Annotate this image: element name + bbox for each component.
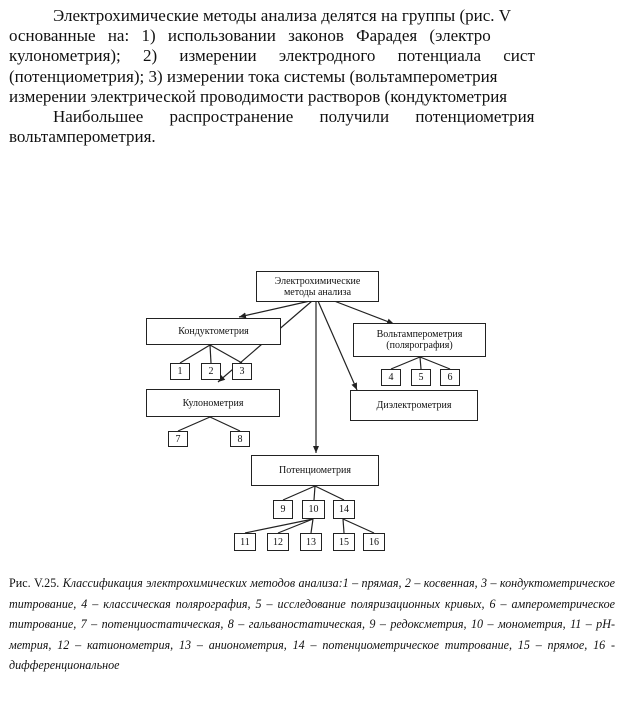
- para1-line1: Электрохимические методы анализа делятся на группы (рис. V: [53, 6, 512, 25]
- arrow-to-dielectrometry: [318, 301, 357, 390]
- num-11: 11: [240, 536, 250, 548]
- num-6-box: [440, 369, 460, 386]
- num-2: 2: [208, 366, 214, 377]
- num-9: 9: [280, 504, 286, 515]
- caption-lead: Рис. V.25.: [9, 576, 60, 590]
- arrow-to-conductometry: [239, 301, 310, 317]
- caption-text: Классификация электрохимических методов анализа:1 – прямая, 2 – косвенная, 3 – кондуктометрическое титрование, 4 – классическая полярография, 5 – исследование поляризационных кривых, 6 – амперометрическое титрование, 7 – потенциостатическая, 8 – гальваностатическая, 9 – редоксметрия, 10 – монометрия, 11 – pH-метрия, 12 – катионометрия, 13 – анионометрия, 14 – потенциометрическое титрование, 15 – прямое, 16 - дифференциональное: [9, 576, 616, 672]
- root-box: [256, 271, 379, 302]
- voltammetry-line1: Вольтамперометрия: [376, 329, 463, 340]
- num-5: 5: [418, 372, 424, 383]
- num-12: 12: [273, 536, 283, 548]
- coulometry-label: Кулонометрия: [182, 397, 244, 409]
- num-4: 4: [388, 372, 394, 383]
- coulometry-box: [146, 389, 280, 417]
- num-9-box: [273, 500, 293, 519]
- num-12-box: [267, 533, 289, 551]
- root-line2: методы анализа: [283, 286, 352, 298]
- num-15: 15: [339, 536, 349, 548]
- num-1: 1: [177, 366, 183, 377]
- num-10: 10: [308, 504, 319, 515]
- num-8: 8: [237, 433, 243, 445]
- conductometry-label: Кондуктометрия: [178, 326, 249, 337]
- num-3: 3: [239, 366, 245, 377]
- para1-line3: кулонометрия); 2) измерении электродного потенциала сист: [9, 46, 535, 66]
- figure-caption: [9, 573, 615, 676]
- num-13-box: [300, 533, 322, 551]
- arrow-to-voltammetry: [329, 299, 394, 324]
- num-14: 14: [339, 504, 349, 515]
- num-10-box: [302, 500, 325, 519]
- num-16-box: [363, 533, 385, 551]
- num-6: 6: [447, 372, 453, 383]
- num-16: 16: [369, 536, 379, 548]
- num-1-box: [170, 363, 190, 380]
- potentiometry-label: Потенциометрия: [279, 465, 351, 476]
- num-5-box: [411, 369, 431, 386]
- dielectrometry-label: Диэлектрометрия: [376, 400, 452, 411]
- num-8-box: [230, 431, 250, 447]
- dielectrometry-box: [350, 390, 478, 421]
- root-line1: Электрохимические: [274, 275, 361, 287]
- num-14-box: [333, 500, 355, 519]
- voltammetry-box: [353, 323, 486, 357]
- para1-line4: (потенциометрия); 3) измерении тока системы (вольтамперометрия: [9, 66, 498, 86]
- num-7: 7: [175, 433, 181, 445]
- num-11-box: [234, 533, 256, 551]
- num-3-box: [232, 363, 252, 380]
- para2-line1: Наибольшее распространение получили потенциометрия: [53, 107, 535, 127]
- num-2-box: [201, 363, 221, 380]
- para1-line5: измерении электрической проводимости растворов (кондуктометрия: [9, 86, 508, 106]
- voltammetry-line2: (полярография): [386, 340, 453, 351]
- num-13: 13: [306, 536, 316, 548]
- para1-line2: основанные на: 1) использовании законов Фарадея (электро: [9, 26, 491, 46]
- num-15-box: [333, 533, 355, 551]
- num-7-box: [168, 431, 188, 447]
- num-4-box: [381, 369, 401, 386]
- potentiometry-box: [251, 455, 379, 486]
- conductometry-box: [146, 318, 281, 345]
- para2-line2: вольтамперометрия.: [9, 127, 156, 147]
